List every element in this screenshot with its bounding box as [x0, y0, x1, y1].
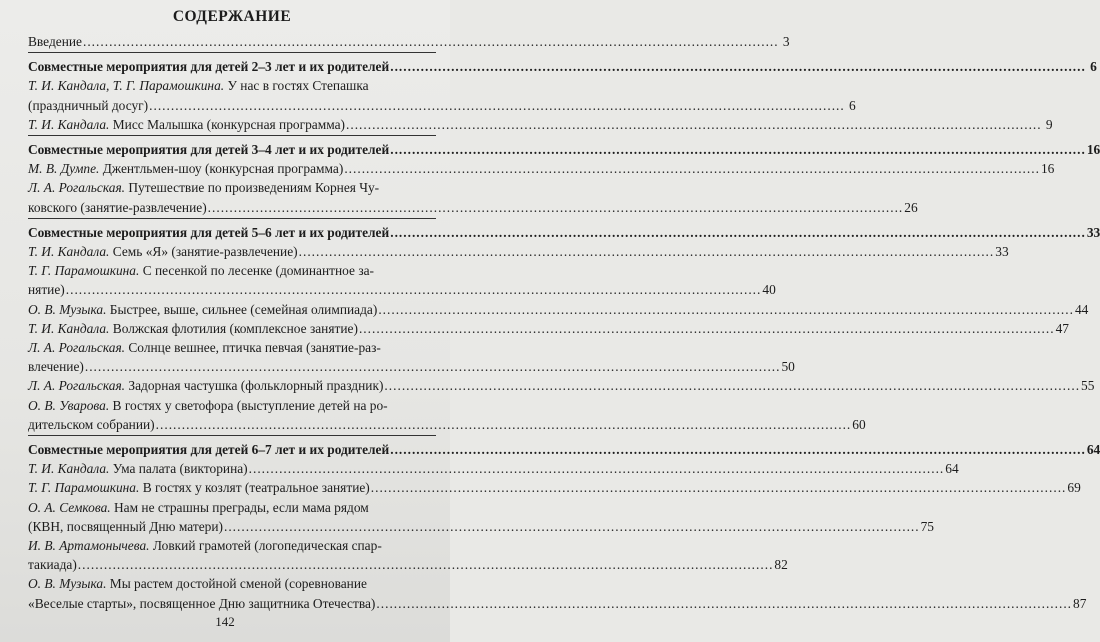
entry-author: О. В. Музыка.	[28, 576, 107, 592]
toc-section-heading	[28, 223, 1100, 242]
dot-leader	[346, 115, 1042, 134]
toc-entry-continuation	[28, 594, 1087, 613]
entry-title: Введение	[28, 34, 82, 49]
toc-entry-continuation	[28, 517, 934, 536]
section-title: Совместные мероприятия для детей 6–7 лет и их родителей	[28, 442, 390, 458]
entry-title: Джентльмен-шоу (конкурсная программа)	[99, 161, 344, 177]
toc-section-heading	[28, 57, 1097, 76]
toc-entry	[28, 338, 436, 357]
toc-entry	[28, 115, 1053, 134]
entry-title: У нас в гостях Степашка	[224, 78, 369, 94]
section-divider	[28, 135, 436, 138]
dot-leader	[224, 517, 920, 536]
entry-page-number: 33	[995, 244, 1009, 260]
dot-leader	[149, 96, 845, 115]
section-title: Совместные мероприятия для детей 5–6 лет и их родителей	[28, 224, 390, 240]
entry-title: Мисс Малышка (конкурсная программа)	[109, 116, 345, 132]
entry-page-number: 87	[1073, 595, 1087, 611]
entry-page-number: 40	[762, 282, 776, 298]
entry-author: О. В. Уварова.	[28, 397, 110, 413]
dot-leader	[344, 159, 1040, 178]
entry-page-number: 16	[1040, 161, 1055, 177]
entry-page-number: 26	[904, 199, 918, 215]
toc-entry	[28, 376, 1095, 395]
dot-leader	[85, 357, 781, 376]
entry-page-number: 55	[1081, 378, 1095, 394]
entry-text	[28, 159, 343, 178]
dot-leader	[299, 242, 995, 261]
toc-section-heading	[28, 140, 1100, 159]
entry-text	[28, 459, 248, 478]
dot-leader	[359, 319, 1055, 338]
entry-title: Путешествие по произведениям Корнея Чу-	[125, 180, 380, 196]
entry-title: Задорная частушка (фольклорный праздник)	[125, 378, 384, 394]
section-divider	[28, 435, 436, 438]
entry-title-continued: влечение)	[28, 359, 84, 375]
entry-title: Быстрее, выше, сильнее (семейная олимпиада)	[106, 301, 378, 317]
entry-title-continued: (праздничный досуг)	[28, 97, 149, 113]
entry-text	[28, 242, 298, 261]
dot-leader	[390, 223, 1086, 242]
page-number: 142	[215, 614, 235, 629]
dot-leader	[384, 376, 1080, 395]
entry-page-number: 6	[849, 97, 856, 113]
entry-text	[28, 319, 358, 338]
toc-entry	[28, 76, 436, 95]
entry-title: В гостях у светофора (выступление детей на ро-	[109, 397, 388, 413]
toc-entry	[28, 242, 1009, 261]
entry-title: Волжская флотилия (комплексное занятие)	[109, 320, 358, 336]
dot-leader	[208, 198, 904, 217]
entry-text	[28, 300, 377, 319]
entry-title-continued: «Веселые старты», посвященное Дню защитника Отечества)	[28, 595, 376, 611]
dot-leader	[156, 415, 852, 434]
entry-title-continued: такиада)	[28, 557, 77, 573]
dot-leader	[376, 594, 1072, 613]
entry-author: Т. И. Кандала.	[28, 244, 110, 260]
entry-page-number: 6	[1090, 59, 1097, 75]
toc-entry-continuation	[28, 357, 795, 376]
toc-entry	[28, 498, 436, 517]
toc-entry	[28, 178, 436, 197]
entry-title: Ловкий грамотей (логопедическая спар-	[149, 538, 382, 554]
toc-entry-continuation	[28, 198, 918, 217]
entry-title-continued: (КВН, посвященный Дню матери)	[28, 518, 223, 534]
dot-leader	[390, 440, 1086, 459]
entry-page-number: 16	[1086, 142, 1100, 158]
table-of-contents	[28, 32, 1100, 613]
toc-entry	[28, 32, 790, 51]
section-title: Совместные мероприятия для детей 3–4 лет и их родителей	[28, 142, 390, 158]
toc-entry	[28, 396, 436, 415]
entry-author: Л. А. Рогальская.	[28, 180, 126, 196]
toc-entry-continuation	[28, 415, 866, 434]
entry-title: Ума палата (викторина)	[109, 461, 248, 477]
toc-entry	[28, 459, 959, 478]
entry-author: О. А. Семкова.	[28, 499, 111, 515]
entry-page-number: 64	[945, 461, 959, 477]
entry-title-continued: нятие)	[28, 282, 65, 298]
entry-author: Т. И. Кандала.	[28, 116, 110, 132]
entry-author: Л. А. Рогальская.	[28, 340, 126, 356]
entry-text	[28, 115, 345, 134]
toc-entry	[28, 319, 1069, 338]
entry-page-number: 3	[782, 34, 790, 49]
entry-author: Т. Г. Парамошкина.	[28, 263, 140, 279]
page-title: СОДЕРЖАНИЕ	[172, 8, 292, 25]
section-divider	[28, 52, 436, 55]
entry-title: В гостях у козлят (театральное занятие)	[139, 480, 370, 496]
entry-page-number: 44	[1074, 301, 1089, 317]
toc-entry-continuation	[28, 96, 856, 115]
entry-author: М. В. Думпе.	[28, 161, 100, 177]
entry-title: С песенкой по лесенке (доминантное за-	[139, 263, 375, 279]
entry-page-number: 60	[852, 416, 866, 432]
entry-author: О. В. Музыка.	[28, 301, 107, 317]
entry-author: Л. А. Рогальская.	[28, 378, 126, 394]
toc-entry	[28, 536, 436, 555]
dot-leader	[371, 478, 1067, 497]
dot-leader	[390, 140, 1086, 159]
entry-author: И. В. Артамонычева.	[28, 538, 150, 554]
entry-author: Т. Г. Парамошкина.	[28, 480, 140, 496]
entry-title: Нам не страшны преграды, если мама рядом	[110, 499, 369, 515]
entry-text	[28, 376, 383, 395]
toc-entry-continuation	[28, 555, 788, 574]
entry-page-number: 50	[781, 359, 795, 375]
toc-entry	[28, 261, 436, 280]
entry-page-number: 75	[920, 518, 934, 534]
entry-page-number: 9	[1045, 116, 1053, 132]
dot-leader	[66, 280, 762, 299]
entry-author: Т. И. Кандала, Т. Г. Парамошкина.	[28, 78, 225, 94]
entry-page-number: 64	[1086, 442, 1100, 458]
entry-page-number: 33	[1086, 224, 1100, 240]
entry-title: Семь «Я» (занятие-развлечение)	[109, 244, 298, 260]
toc-entry-continuation	[28, 280, 776, 299]
dot-leader	[78, 555, 774, 574]
entry-author: Т. И. Кандала.	[28, 461, 110, 477]
entry-title-continued: ковского (занятие-развлечение)	[28, 199, 207, 215]
dot-leader	[378, 300, 1074, 319]
toc-section-heading	[28, 440, 1100, 459]
entry-title: Мы растем достойной сменой (соревнование	[106, 576, 367, 592]
entry-title: Солнце вешнее, птичка певчая (занятие-раз-	[125, 340, 381, 356]
toc-entry	[28, 300, 1089, 319]
entry-author: Т. И. Кандала.	[28, 320, 110, 336]
toc-entry	[28, 478, 1081, 497]
dot-leader	[83, 32, 779, 51]
toc-entry	[28, 159, 1055, 178]
entry-page-number: 47	[1055, 320, 1069, 336]
entry-page-number: 69	[1067, 480, 1081, 496]
toc-entry	[28, 574, 436, 593]
dot-leader	[390, 57, 1086, 76]
section-title: Совместные мероприятия для детей 2–3 лет и их родителей	[28, 59, 390, 75]
entry-title-continued: дительском собрании)	[28, 416, 155, 432]
dot-leader	[249, 459, 945, 478]
section-divider	[28, 218, 436, 221]
entry-text	[28, 478, 370, 497]
entry-page-number: 82	[774, 557, 788, 573]
